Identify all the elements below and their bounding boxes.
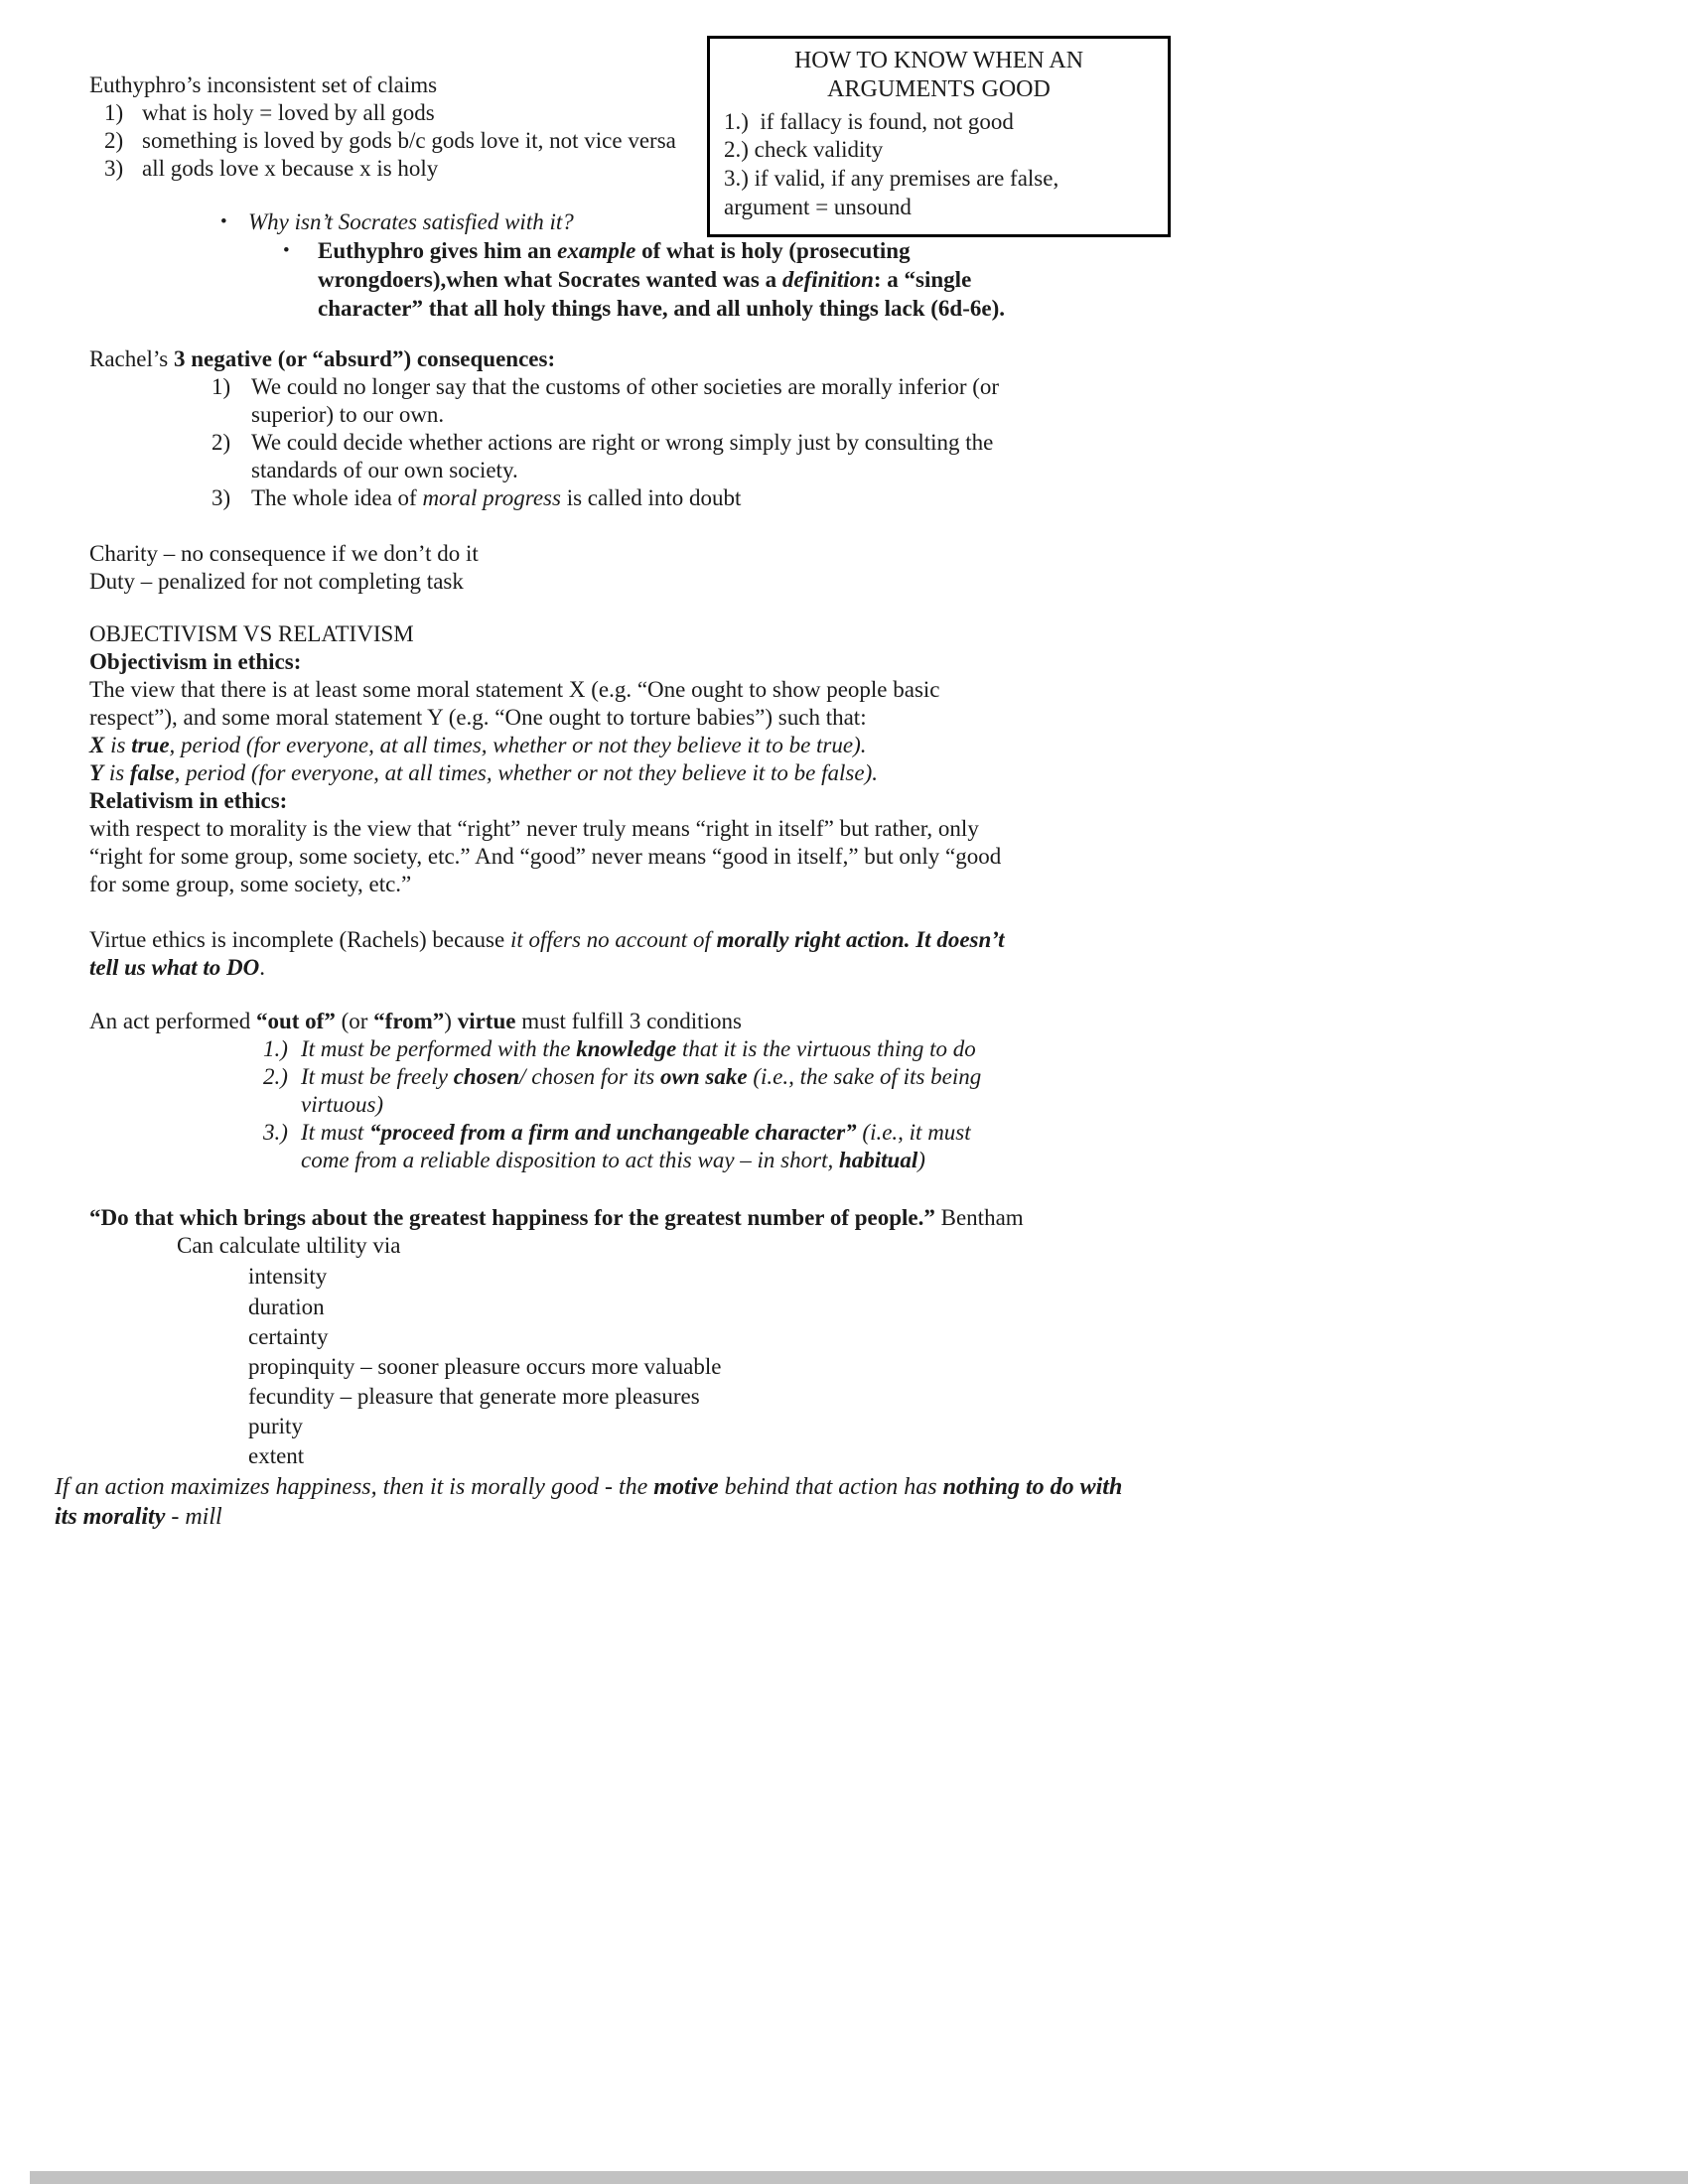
utility-item: duration — [248, 1294, 325, 1319]
objectivism-paragraph: The view that there is at least some moral statement X (e.g. “One ought to show people basic respect”), and some moral statement Y (e.g. “One ought to torture babies”) such that: — [89, 676, 940, 730]
consequence-item — [211, 484, 1011, 512]
duty-line: Duty – penalized for not completing task — [89, 569, 464, 595]
virtue-ethics-paragraph: Virtue ethics is incomplete (Rachels) because it offers no account of morally right action. It doesn’t tell us what to DO. — [89, 926, 1005, 981]
item-number: 2) — [104, 128, 124, 154]
utility-list — [248, 1260, 1599, 1469]
euthyphro-claims-section — [89, 71, 705, 183]
page-edge-shadow — [30, 2171, 1688, 2184]
utility-intro: Can calculate ultility via — [177, 1233, 401, 1259]
box-item: 3.) if valid, if any premises are false, — [724, 166, 1059, 192]
rachels-heading: Rachel’s 3 negative (or “absurd”) consequences: — [89, 346, 556, 372]
item-text: It must “proceed from a firm and unchangeable character” (i.e., it must come from a reliable disposition to act this way – in short, habitual) — [301, 1120, 971, 1173]
utility-item: purity — [248, 1414, 303, 1439]
objectivism-relativism-section — [89, 620, 1599, 898]
item-text: It must be freely chosen/ chosen for its own sake (i.e., the sake of its being virtuous) — [301, 1064, 982, 1118]
charity-line: Charity – no consequence if we don’t do it — [89, 541, 479, 567]
item-text: something is loved by gods b/c gods love it, not vice versa — [142, 128, 676, 154]
box-title — [724, 47, 1154, 105]
item-number: 2.) — [263, 1064, 288, 1090]
utility-item: propinquity – sooner pleasure occurs more valuable — [248, 1353, 722, 1379]
item-text: It must be performed with the knowledge that it is the virtuous thing to do — [301, 1036, 976, 1062]
item-text: We could decide whether actions are right or wrong simply just by consulting the standards of our own society. — [251, 430, 994, 483]
item-number: 1) — [211, 374, 231, 400]
condition-item — [263, 1035, 1023, 1063]
item-number: 3) — [211, 485, 231, 511]
y-statement: Y is false, period (for everyone, at all times, whether or not they believe it to be false). — [89, 759, 878, 785]
claim-item — [104, 155, 705, 183]
bullet-text: Why isn’t Socrates satisfied with it? — [248, 209, 574, 235]
condition-item — [263, 1119, 1023, 1174]
box-title-line1: HOW TO KNOW WHEN AN — [793, 48, 1084, 73]
utility-item: certainty — [248, 1323, 329, 1349]
box-item: argument = unsound — [724, 194, 912, 219]
condition-item — [263, 1063, 1023, 1119]
relativism-paragraph: with respect to morality is the view that “right” never truly means “right in itself” but rather, only “right for some group, some society, etc.” And “good” never means “good in itself,” but only “good for some group, some society, etc.” — [89, 815, 1002, 896]
item-number: 1) — [104, 100, 124, 126]
item-text: We could no longer say that the customs of other societies are morally inferior (or superior) to our own. — [251, 374, 1000, 428]
box-items — [724, 108, 1154, 222]
box-title-line2: ARGUMENTS GOOD — [827, 76, 1051, 103]
utility-item: intensity — [248, 1264, 328, 1290]
euthyphro-example-bullet — [283, 237, 1013, 324]
item-number: 3) — [104, 156, 124, 182]
consequence-item — [211, 429, 1011, 484]
consequence-item — [211, 373, 1011, 429]
act-from-virtue-section — [89, 1008, 1599, 1174]
bullet-icon: • — [283, 240, 290, 262]
bentham-quote: “Do that which brings about the greatest happiness for the greatest number of people.” Bentham — [89, 1205, 1024, 1231]
bullet-icon: • — [220, 211, 227, 233]
claim-item — [104, 99, 705, 127]
rachels-consequences-section — [89, 345, 1599, 512]
x-statement: X is true, period (for everyone, at all times, whether or not they believe it to be true). — [89, 732, 867, 757]
bullet-text: Euthyphro gives him an example of what is holy (prosecuting wrongdoers),when what Socrates wanted was a definition: a “single character” that all holy things have, and all unholy things lack (6d-6e). — [318, 238, 1005, 322]
item-number: 2) — [211, 430, 231, 456]
utility-item: fecundity – pleasure that generate more pleasures — [248, 1383, 700, 1409]
objectivism-heading: OBJECTIVISM VS RELATIVISM — [89, 620, 414, 646]
relativism-subheading: Relativism in ethics: — [89, 787, 288, 813]
item-text: The whole idea of moral progress is called into doubt — [251, 485, 742, 511]
claim-item — [104, 127, 705, 155]
box-item: 2.) check validity — [724, 137, 884, 163]
claims-title: Euthyphro’s inconsistent set of claims — [89, 72, 438, 97]
mill-note: If an action maximizes happiness, then it is morally good - the motive behind that action has nothing to do with its morality - mill — [55, 1474, 1123, 1530]
objectivism-subheading: Objectivism in ethics: — [89, 648, 302, 674]
item-number: 1.) — [263, 1036, 288, 1062]
item-text: what is holy = loved by all gods — [142, 100, 435, 126]
box-item: 1.) if fallacy is found, not good — [724, 108, 1014, 134]
argument-check-box — [707, 36, 1171, 237]
charity-duty-section — [89, 540, 1599, 596]
bentham-section — [89, 1204, 1599, 1469]
utility-item: extent — [248, 1443, 305, 1469]
item-number: 3.) — [263, 1120, 288, 1146]
item-text: all gods love x because x is holy — [142, 156, 439, 182]
act-intro: An act performed “out of” (or “from”) virtue must fulfill 3 conditions — [89, 1009, 742, 1034]
